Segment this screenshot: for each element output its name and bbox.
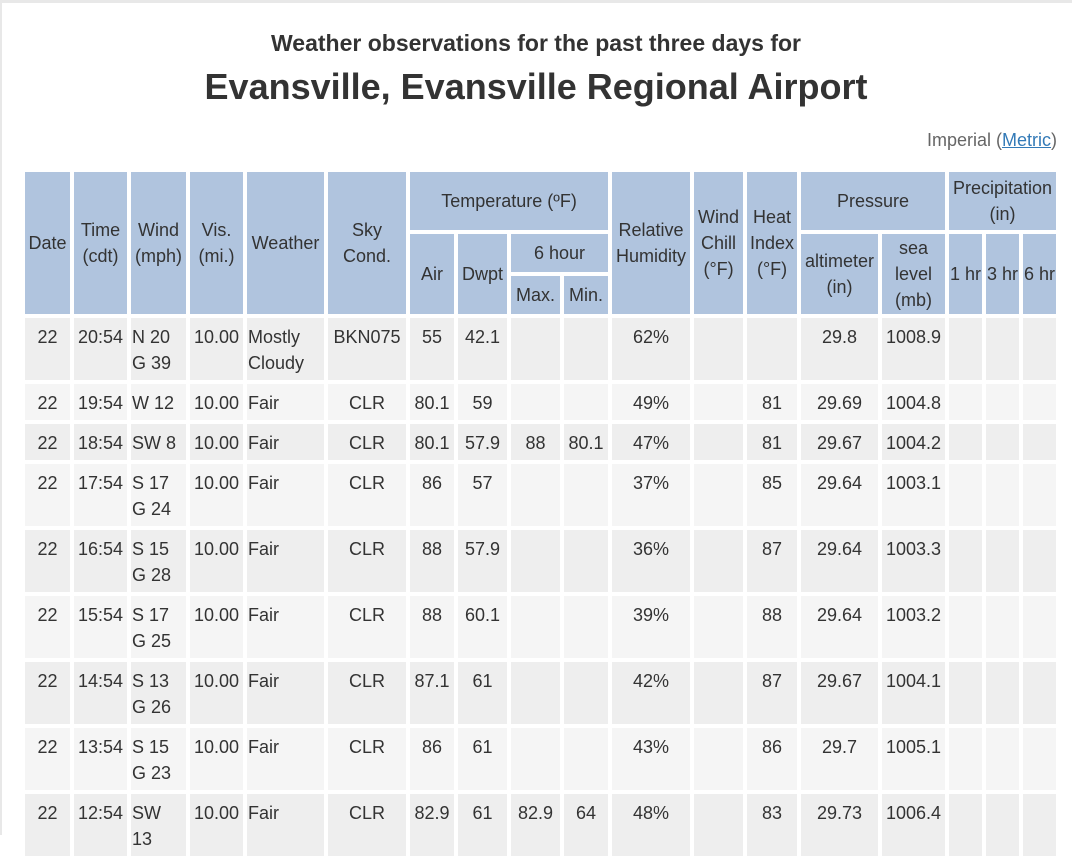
- table-row: [25, 662, 1056, 724]
- cell-wind: S 13 G 26: [131, 662, 186, 724]
- cell-precip-6hr: [1023, 530, 1056, 592]
- cell-min: 80.1: [564, 424, 608, 460]
- cell-air: 88: [410, 596, 454, 658]
- cell-heat-index: 85: [747, 464, 797, 526]
- table-row: [25, 318, 1056, 380]
- page-title: Evansville, Evansville Regional Airport: [204, 66, 868, 107]
- cell-visibility: 10.00: [190, 318, 243, 380]
- cell-humidity: 62%: [612, 318, 690, 380]
- cell-altimeter: 29.64: [801, 596, 878, 658]
- cell-visibility: 10.00: [190, 728, 243, 790]
- cell-precip-6hr: [1023, 596, 1056, 658]
- table-row: [25, 596, 1056, 658]
- cell-wind-chill: [694, 464, 743, 526]
- cell-date: 22: [25, 464, 70, 526]
- cell-time: 13:54: [74, 728, 127, 790]
- cell-time: 14:54: [74, 662, 127, 724]
- table-row: [25, 794, 1056, 856]
- cell-wind-chill: [694, 662, 743, 724]
- col-temperature: Temperature (ºF): [410, 172, 608, 230]
- cell-air: 88: [410, 530, 454, 592]
- cell-sea-level: 1008.9: [882, 318, 945, 380]
- col-heat-index: Heat Index (°F): [747, 172, 797, 314]
- unit-switcher: [927, 130, 1057, 151]
- cell-sea-level: 1004.1: [882, 662, 945, 724]
- metric-link[interactable]: Metric: [1002, 130, 1051, 150]
- col-visibility: Vis. (mi.): [190, 172, 243, 314]
- cell-precip-1hr: [949, 318, 982, 380]
- cell-dewpoint: 57.9: [458, 424, 507, 460]
- cell-date: 22: [25, 318, 70, 380]
- cell-sea-level: 1003.2: [882, 596, 945, 658]
- cell-precip-6hr: [1023, 662, 1056, 724]
- cell-date: 22: [25, 424, 70, 460]
- cell-wind: W 12: [131, 384, 186, 420]
- cell-air: 80.1: [410, 384, 454, 420]
- cell-visibility: 10.00: [190, 384, 243, 420]
- cell-air: 87.1: [410, 662, 454, 724]
- cell-dewpoint: 42.1: [458, 318, 507, 380]
- page-subtitle: Weather observations for the past three days for: [271, 30, 801, 56]
- cell-air: 86: [410, 464, 454, 526]
- cell-time: 16:54: [74, 530, 127, 592]
- col-pressure: Pressure: [801, 172, 945, 230]
- cell-humidity: 37%: [612, 464, 690, 526]
- cell-max: [511, 318, 560, 380]
- cell-altimeter: 29.67: [801, 662, 878, 724]
- cell-sky: CLR: [328, 728, 406, 790]
- cell-weather: Fair: [247, 384, 324, 420]
- cell-altimeter: 29.64: [801, 464, 878, 526]
- observations-table: [21, 168, 1060, 860]
- cell-precip-3hr: [986, 424, 1019, 460]
- cell-altimeter: 29.7: [801, 728, 878, 790]
- cell-precip-1hr: [949, 464, 982, 526]
- cell-humidity: 36%: [612, 530, 690, 592]
- cell-dewpoint: 61: [458, 794, 507, 856]
- cell-min: [564, 596, 608, 658]
- cell-wind-chill: [694, 596, 743, 658]
- col-time: Time (cdt): [74, 172, 127, 314]
- cell-wind: S 15 G 28: [131, 530, 186, 592]
- cell-min: [564, 530, 608, 592]
- cell-precip-6hr: [1023, 794, 1056, 856]
- cell-max: [511, 464, 560, 526]
- cell-precip-6hr: [1023, 424, 1056, 460]
- cell-time: 20:54: [74, 318, 127, 380]
- units-close-paren: ): [1051, 130, 1057, 150]
- cell-wind-chill: [694, 794, 743, 856]
- cell-precip-3hr: [986, 384, 1019, 420]
- cell-visibility: 10.00: [190, 530, 243, 592]
- cell-sea-level: 1004.8: [882, 384, 945, 420]
- cell-wind-chill: [694, 530, 743, 592]
- cell-wind: S 17 G 25: [131, 596, 186, 658]
- cell-air: 82.9: [410, 794, 454, 856]
- cell-weather: Fair: [247, 662, 324, 724]
- col-precip-6hr: 6 hr: [1023, 234, 1056, 314]
- cell-date: 22: [25, 662, 70, 724]
- cell-max: 88: [511, 424, 560, 460]
- table-row: [25, 384, 1056, 420]
- cell-precip-1hr: [949, 728, 982, 790]
- cell-sky: CLR: [328, 662, 406, 724]
- cell-visibility: 10.00: [190, 794, 243, 856]
- cell-precip-1hr: [949, 384, 982, 420]
- cell-dewpoint: 61: [458, 662, 507, 724]
- cell-precip-3hr: [986, 464, 1019, 526]
- cell-precip-3hr: [986, 662, 1019, 724]
- cell-heat-index: 87: [747, 662, 797, 724]
- col-precip-1hr: 1 hr: [949, 234, 982, 314]
- cell-max: [511, 662, 560, 724]
- cell-min: [564, 384, 608, 420]
- cell-wind-chill: [694, 318, 743, 380]
- cell-precip-3hr: [986, 794, 1019, 856]
- cell-altimeter: 29.64: [801, 530, 878, 592]
- cell-wind-chill: [694, 424, 743, 460]
- cell-dewpoint: 57.9: [458, 530, 507, 592]
- cell-weather: Fair: [247, 596, 324, 658]
- cell-heat-index: 88: [747, 596, 797, 658]
- cell-humidity: 48%: [612, 794, 690, 856]
- cell-altimeter: 29.67: [801, 424, 878, 460]
- cell-heat-index: 87: [747, 530, 797, 592]
- cell-max: [511, 384, 560, 420]
- cell-wind-chill: [694, 384, 743, 420]
- cell-precip-6hr: [1023, 318, 1056, 380]
- cell-dewpoint: 61: [458, 728, 507, 790]
- cell-visibility: 10.00: [190, 662, 243, 724]
- cell-weather: Fair: [247, 794, 324, 856]
- cell-min: [564, 728, 608, 790]
- cell-wind: S 17 G 24: [131, 464, 186, 526]
- col-wind: Wind (mph): [131, 172, 186, 314]
- cell-weather: Fair: [247, 728, 324, 790]
- col-weather: Weather: [247, 172, 324, 314]
- cell-precip-3hr: [986, 530, 1019, 592]
- cell-sky: CLR: [328, 530, 406, 592]
- cell-time: 12:54: [74, 794, 127, 856]
- col-six-hour: 6 hour: [511, 234, 608, 272]
- cell-sky: BKN075: [328, 318, 406, 380]
- cell-precip-1hr: [949, 424, 982, 460]
- cell-precip-3hr: [986, 596, 1019, 658]
- cell-sea-level: 1003.1: [882, 464, 945, 526]
- cell-min: 64: [564, 794, 608, 856]
- cell-sea-level: 1006.4: [882, 794, 945, 856]
- cell-visibility: 10.00: [190, 596, 243, 658]
- cell-sky: CLR: [328, 596, 406, 658]
- cell-sea-level: 1005.1: [882, 728, 945, 790]
- cell-sky: CLR: [328, 384, 406, 420]
- cell-humidity: 47%: [612, 424, 690, 460]
- col-min: Min.: [564, 276, 608, 314]
- cell-altimeter: 29.8: [801, 318, 878, 380]
- cell-weather: Fair: [247, 424, 324, 460]
- cell-altimeter: 29.73: [801, 794, 878, 856]
- cell-max: [511, 728, 560, 790]
- cell-time: 18:54: [74, 424, 127, 460]
- cell-sky: CLR: [328, 794, 406, 856]
- cell-time: 19:54: [74, 384, 127, 420]
- cell-sea-level: 1004.2: [882, 424, 945, 460]
- cell-sky: CLR: [328, 464, 406, 526]
- cell-humidity: 42%: [612, 662, 690, 724]
- col-sea-level: sea level (mb): [882, 234, 945, 314]
- cell-precip-1hr: [949, 662, 982, 724]
- cell-heat-index: [747, 318, 797, 380]
- col-precip-3hr: 3 hr: [986, 234, 1019, 314]
- table-row: [25, 530, 1056, 592]
- cell-wind: N 20 G 39: [131, 318, 186, 380]
- col-sky-cond: Sky Cond.: [328, 172, 406, 314]
- cell-weather: Fair: [247, 464, 324, 526]
- cell-humidity: 43%: [612, 728, 690, 790]
- cell-wind-chill: [694, 728, 743, 790]
- cell-time: 15:54: [74, 596, 127, 658]
- cell-date: 22: [25, 530, 70, 592]
- col-precipitation: Precipitation (in): [949, 172, 1056, 230]
- cell-precip-3hr: [986, 318, 1019, 380]
- cell-precip-3hr: [986, 728, 1019, 790]
- cell-heat-index: 83: [747, 794, 797, 856]
- table-row: [25, 424, 1056, 460]
- col-air: Air: [410, 234, 454, 314]
- cell-heat-index: 81: [747, 424, 797, 460]
- cell-date: 22: [25, 384, 70, 420]
- cell-weather: Mostly Cloudy: [247, 318, 324, 380]
- cell-wind: SW 8: [131, 424, 186, 460]
- units-current-label: Imperial (: [926, 130, 1002, 150]
- col-dewpoint: Dwpt: [458, 234, 507, 314]
- cell-dewpoint: 59: [458, 384, 507, 420]
- left-border: [0, 0, 2, 835]
- cell-humidity: 49%: [612, 384, 690, 420]
- cell-heat-index: 86: [747, 728, 797, 790]
- cell-max: [511, 596, 560, 658]
- col-date: Date: [25, 172, 70, 314]
- cell-air: 80.1: [410, 424, 454, 460]
- cell-time: 17:54: [74, 464, 127, 526]
- col-altimeter: altimeter (in): [801, 234, 878, 314]
- cell-sea-level: 1003.3: [882, 530, 945, 592]
- cell-date: 22: [25, 794, 70, 856]
- cell-precip-6hr: [1023, 464, 1056, 526]
- cell-date: 22: [25, 596, 70, 658]
- cell-sky: CLR: [328, 424, 406, 460]
- top-border: [0, 0, 1072, 3]
- cell-humidity: 39%: [612, 596, 690, 658]
- cell-precip-1hr: [949, 794, 982, 856]
- cell-precip-6hr: [1023, 384, 1056, 420]
- cell-wind: SW 13: [131, 794, 186, 856]
- cell-air: 86: [410, 728, 454, 790]
- cell-heat-index: 81: [747, 384, 797, 420]
- cell-min: [564, 662, 608, 724]
- cell-visibility: 10.00: [190, 424, 243, 460]
- cell-altimeter: 29.69: [801, 384, 878, 420]
- cell-date: 22: [25, 728, 70, 790]
- cell-dewpoint: 60.1: [458, 596, 507, 658]
- cell-min: [564, 318, 608, 380]
- cell-precip-6hr: [1023, 728, 1056, 790]
- cell-wind: S 15 G 23: [131, 728, 186, 790]
- cell-visibility: 10.00: [190, 464, 243, 526]
- col-max: Max.: [511, 276, 560, 314]
- cell-dewpoint: 57: [458, 464, 507, 526]
- cell-min: [564, 464, 608, 526]
- cell-max: [511, 530, 560, 592]
- cell-precip-1hr: [949, 530, 982, 592]
- table-row: [25, 464, 1056, 526]
- col-humidity: Relative Humidity: [612, 172, 690, 314]
- cell-max: 82.9: [511, 794, 560, 856]
- cell-weather: Fair: [247, 530, 324, 592]
- cell-air: 55: [410, 318, 454, 380]
- col-wind-chill: Wind Chill (°F): [694, 172, 743, 314]
- cell-precip-1hr: [949, 596, 982, 658]
- table-row: [25, 728, 1056, 790]
